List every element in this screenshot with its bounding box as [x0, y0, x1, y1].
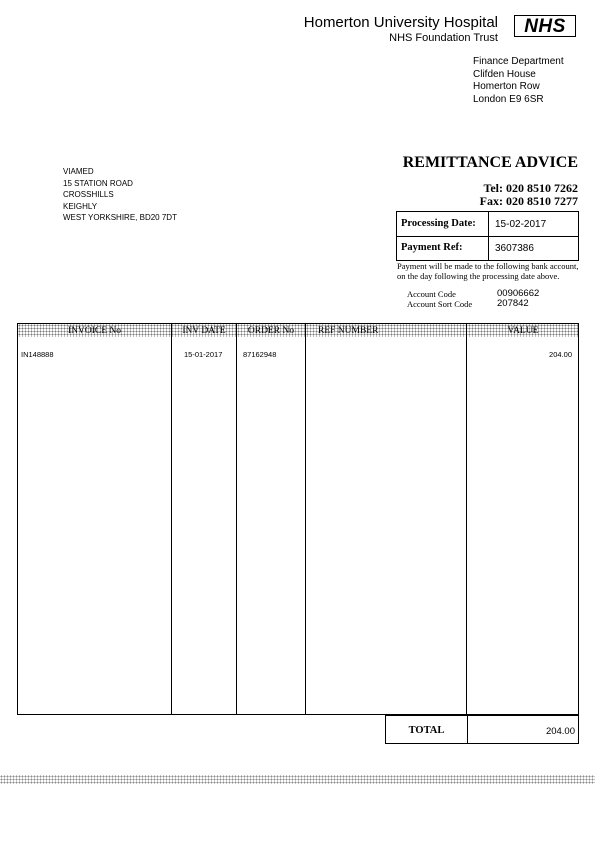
hospital-name: Homerton University Hospital	[303, 14, 498, 31]
total-label: TOTAL	[408, 725, 445, 736]
invoice-table	[17, 323, 579, 715]
department-address	[473, 56, 564, 106]
processing-date-row	[397, 212, 578, 237]
perforation-band	[0, 775, 595, 784]
account-code-value: 00906662	[497, 288, 540, 299]
sort-code-label: Account Sort Code	[407, 299, 473, 309]
cell-inv-date: 15-01-2017	[184, 350, 223, 359]
total-box	[385, 715, 579, 744]
supplier-address-line: CROSSHILLS	[63, 190, 114, 199]
supplier-address-line: VIAMED	[63, 167, 94, 176]
header-order-no: ORDER No	[247, 326, 295, 336]
payment-ref-value: 3607386	[495, 243, 534, 254]
supplier-address-line: KEIGHLY	[63, 201, 98, 211]
column-divider	[236, 324, 237, 714]
fax-number: Fax: 020 8510 7277	[479, 194, 578, 208]
nhs-logo: NHS	[514, 15, 576, 37]
sort-code-value: 207842	[497, 298, 529, 309]
document-title: REMITTANCE ADVICE	[402, 154, 578, 171]
header-invoice-no: INVOICE No	[67, 326, 122, 336]
total-divider	[467, 716, 468, 743]
telephone-number: Tel: 020 8510 7262	[483, 181, 578, 195]
processing-date-value: 15-02-2017	[495, 219, 547, 230]
payment-ref-label: Payment Ref:	[397, 236, 489, 260]
header-ref-number: REF NUMBER	[318, 326, 379, 336]
payment-note: Payment will be made to the following bank account, on the day following the processing date above.	[397, 261, 579, 281]
cell-value: 204.00	[549, 350, 572, 359]
department-address-line: Clifden House	[473, 68, 536, 80]
account-code-label: Account Code	[407, 289, 456, 299]
header-value: VALUE	[507, 326, 539, 336]
total-value: 204.00	[545, 726, 575, 737]
header-inv-date: INV DATE	[182, 326, 226, 336]
cell-order-no: 87162948	[243, 350, 277, 359]
supplier-address-line: 15 STATION ROAD	[63, 178, 133, 188]
payment-ref-row	[397, 236, 578, 260]
department-address-line: Finance Department	[473, 56, 564, 67]
department-address-line: Homerton Row	[473, 81, 540, 92]
hospital-subtitle: NHS Foundation Trust	[389, 32, 498, 44]
column-divider	[305, 324, 306, 714]
column-divider	[171, 324, 172, 714]
table-header	[18, 324, 578, 337]
cell-invoice-no: IN148888	[21, 350, 54, 359]
department-address-line: London E9 6SR	[473, 93, 544, 105]
column-divider	[466, 324, 467, 714]
supplier-address	[63, 166, 177, 224]
processing-date-label: Processing Date:	[397, 212, 489, 236]
supplier-address-line: WEST YORKSHIRE, BD20 7DT	[63, 213, 177, 222]
processing-info-box	[396, 211, 579, 261]
